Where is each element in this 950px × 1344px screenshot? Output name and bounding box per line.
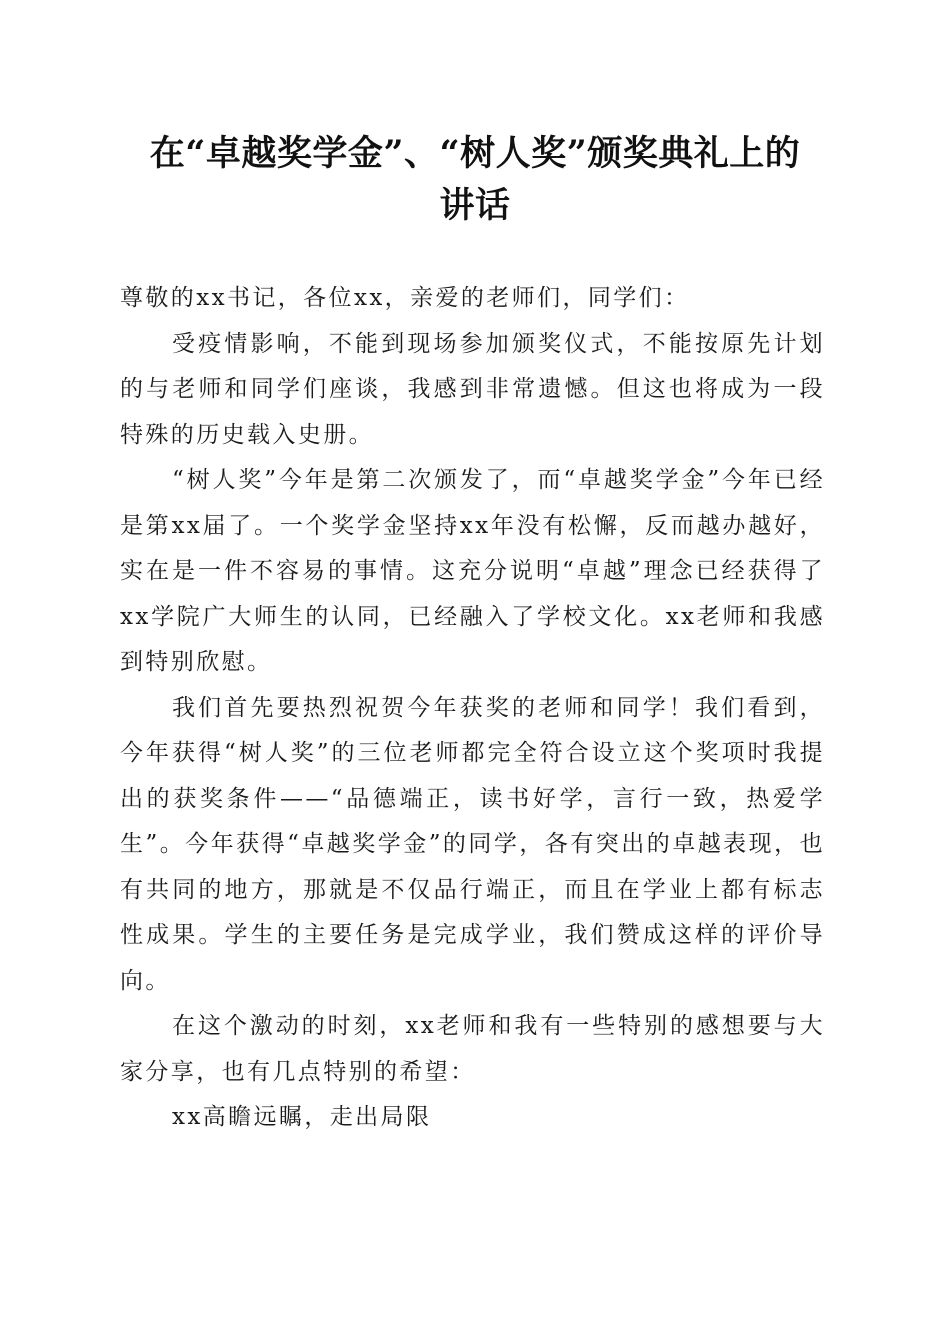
- salutation: 尊敬的xx书记，各位xx，亲爱的老师们，同学们：: [120, 285, 690, 311]
- document-title: [100, 128, 850, 232]
- title-line-2: 讲话: [439, 185, 511, 226]
- document-body: [120, 276, 825, 1141]
- paragraph-3: 我们首先要热烈祝贺今年获奖的老师和同学！我们看到，今年获得“树人奖”的三位老师都完全符合设立这个奖项时我提出的获奖条件——“品德端正，读书好学，言行一致，热爱学生”。今年获得“卓越奖学金”的同学，各有突出的卓越表现，也有共同的地方，那就是不仅品行端正，而且在学业上都有标志性成果。学生的主要任务是完成学业，我们赞成这样的评价导向。: [120, 694, 825, 994]
- paragraph-1: 受疫情影响，不能到现场参加颁奖仪式，不能按原先计划的与老师和同学们座谈，我感到非常遗憾。但这也将成为一段特殊的历史载入史册。: [120, 330, 825, 448]
- title-line-1: 在“卓越奖学金”、“树人奖”颁奖典礼上的: [149, 133, 801, 174]
- paragraph-4: 在这个激动的时刻，xx老师和我有一些特别的感想要与大家分享，也有几点特别的希望：: [120, 1013, 825, 1085]
- paragraph-2: “树人奖”今年是第二次颁发了，而“卓越奖学金”今年已经是第xx届了。一个奖学金坚持xx年没有松懈，反而越办越好，实在是一件不容易的事情。这充分说明“卓越”理念已经获得了xx学院广大师生的认同，已经融入了学校文化。xx老师和我感到特别欣慰。: [120, 467, 825, 675]
- section-heading: xx高瞻远瞩，走出局限: [172, 1104, 432, 1130]
